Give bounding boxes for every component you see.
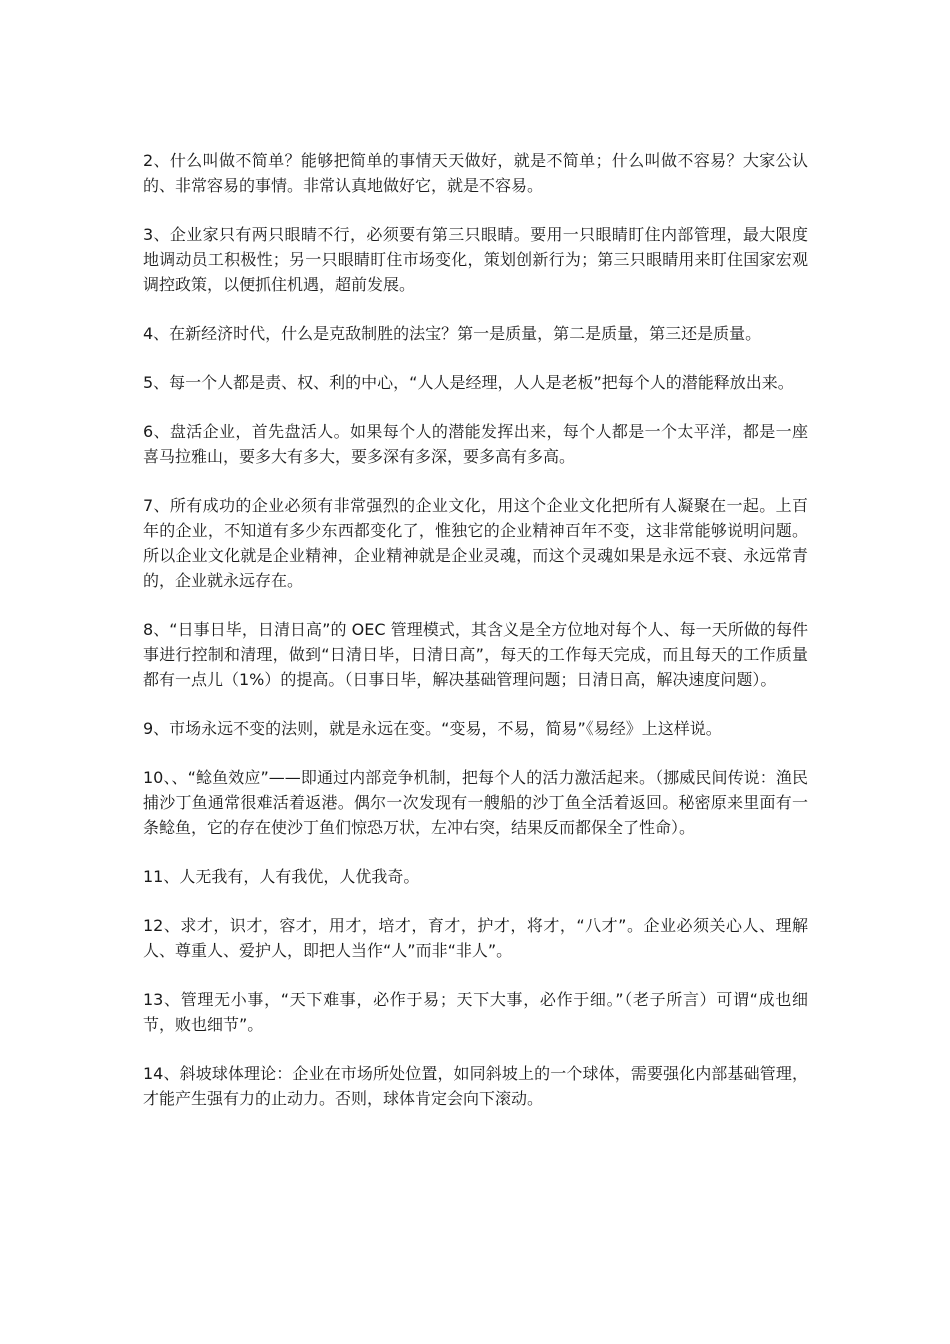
paragraph-2: 2、什么叫做不简单？能够把简单的事情天天做好，就是不简单；什么叫做不容易？大家公认的、非常容易的事情。非常认真地做好它，就是不容易。 [143,151,808,195]
paragraph-10: 10、、“鲶鱼效应”——即通过内部竞争机制，把每个人的活力激活起来。（挪威民间传说：渔民捕沙丁鱼通常很难活着返港。偶尔一次发现有一艘船的沙丁鱼全活着返回。秘密原来里面有一条鲶鱼，它的存在使沙丁鱼们惊恐万状，左冲右突，结果反而都保全了性命）。 [143,768,808,837]
paragraph-6: 6、盘活企业，首先盘活人。如果每个人的潜能发挥出来，每个人都是一个太平洋，都是一座喜马拉雅山，要多大有多大，要多深有多深，要多高有多高。 [143,422,808,466]
paragraph-14: 14、斜坡球体理论：企业在市场所处位置，如同斜坡上的一个球体，需要强化内部基础管理，才能产生强有力的止动力。否则，球体肯定会向下滚动。 [143,1064,808,1108]
document-body [143,148,808,1135]
paragraph-8: 8、“日事日毕，日清日高”的 OEC 管理模式，其含义是全方位地对每个人、每一天所做的每件事进行控制和清理，做到“日清日毕，日清日高”，每天的工作每天完成，而且每天的工作质量都有一点儿（1%）的提高。（日事日毕，解决基础管理问题；日清日高，解决速度问题）。 [143,620,808,689]
paragraph-3: 3、企业家只有两只眼睛不行，必须要有第三只眼睛。要用一只眼睛盯住内部管理，最大限度地调动员工积极性；另一只眼睛盯住市场变化，策划创新行为；第三只眼睛用来盯住国家宏观调控政策，以便抓住机遇，超前发展。 [143,225,808,294]
paragraph-4: 4、在新经济时代，什么是克敌制胜的法宝？第一是质量，第二是质量，第三还是质量。 [143,324,762,343]
paragraph-13: 13、管理无小事，“天下难事，必作于易；天下大事，必作于细。”（老子所言）可谓“成也细节，败也细节”。 [143,990,808,1034]
paragraph-9: 9、市场永远不变的法则，就是永远在变。“变易，不易，简易”《易经》上这样说。 [143,719,722,738]
paragraph-12: 12、求才，识才，容才，用才，培才，育才，护才，将才，“八才”。企业必须关心人、理解人、尊重人、爱护人，即把人当作“人”而非“非人”。 [143,916,808,960]
paragraph-11: 11、人无我有，人有我优，人优我奇。 [143,867,420,886]
paragraph-7: 7、所有成功的企业必须有非常强烈的企业文化，用这个企业文化把所有人凝聚在一起。上百年的企业，不知道有多少东西都变化了，惟独它的企业精神百年不变，这非常能够说明问题。所以企业文化就是企业精神，企业精神就是企业灵魂，而这个灵魂如果是永远不衰、永远常青的，企业就永远存在。 [143,496,808,590]
paragraph-5: 5、每一个人都是责、权、利的中心，“人人是经理，人人是老板”把每个人的潜能释放出来。 [143,373,794,392]
